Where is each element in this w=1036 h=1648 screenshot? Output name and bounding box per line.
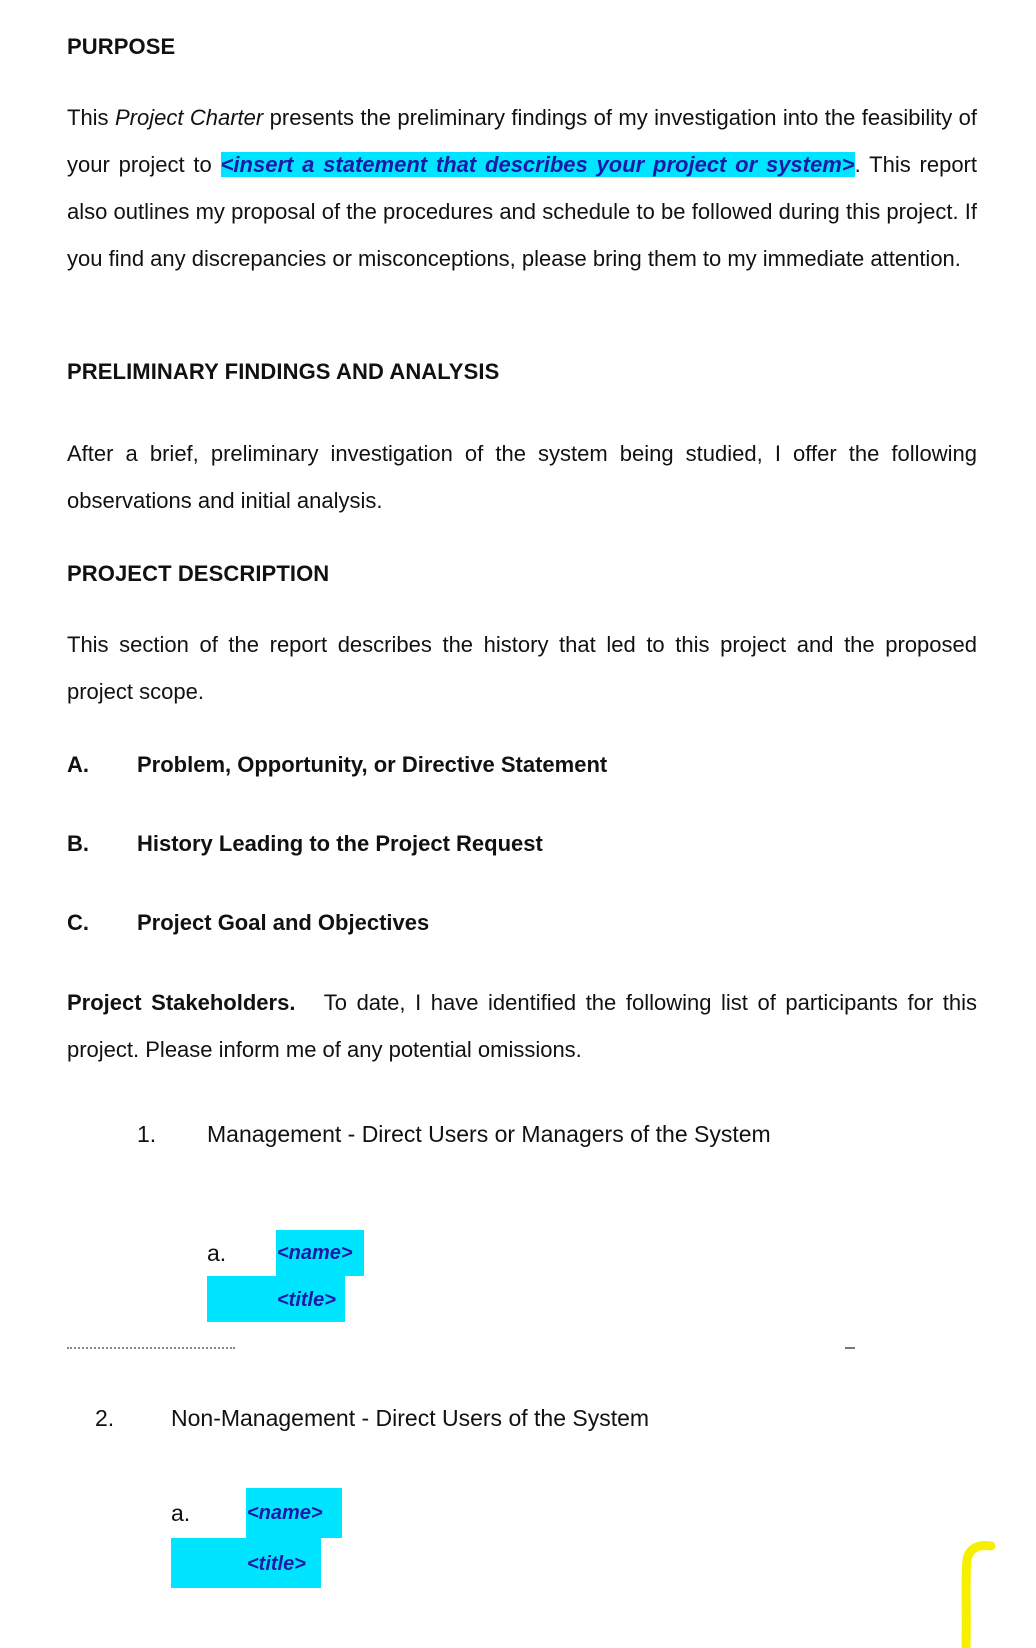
subsection-c-title: Project Goal and Objectives: [137, 910, 430, 935]
description-paragraph: This section of the report describes the history that led to this project and the proposed project scope.: [67, 632, 977, 704]
findings-heading: PRELIMINARY FINDINGS AND ANALYSIS: [67, 359, 500, 384]
stakeholder-group-2-number: 2.: [95, 1405, 115, 1431]
stakeholder-group-2-title: Non-Management - Direct Users of the System: [171, 1405, 650, 1431]
stakeholder-group-1-number: 1.: [137, 1121, 157, 1147]
subsection-b-letter: B.: [67, 831, 89, 856]
purpose-paragraph: This Project Charter presents the preliminary findings of my investigation into the feasibility of your project to <insert a statement that describes your project or system>. This report also outlines my proposal of the procedures and schedule to be followed during this project. If you find any discrepancies or misconceptions, please bring them to my immediate attention.: [67, 105, 977, 271]
subsection-a-letter: A.: [67, 752, 89, 777]
stakeholder-1a-letter: a.: [207, 1240, 227, 1266]
description-heading: PROJECT DESCRIPTION: [67, 561, 330, 586]
subsection-c-letter: C.: [67, 910, 89, 935]
stakeholder-group-1-title: Management - Direct Users or Managers of the System: [207, 1121, 771, 1147]
findings-paragraph: After a brief, preliminary investigation of the system being studied, I offer the following observations and initial analysis.: [67, 441, 977, 513]
marker-stroke-icon: [955, 1538, 1005, 1648]
stakeholder-1a-title: <title>: [277, 1289, 336, 1311]
subsection-b-title: History Leading to the Project Request: [137, 831, 543, 856]
project-statement-placeholder: <insert a statement that describes your project or system>: [220, 152, 855, 177]
page-break-mark: [67, 1347, 235, 1349]
stakeholders-paragraph: Project Stakeholders. To date, I have identified the following list of participants for this project. Please inform me of any potential omissions.: [67, 990, 977, 1062]
stakeholder-2a-title: <title>: [247, 1553, 306, 1575]
stakeholder-1a-name: <name>: [277, 1242, 353, 1264]
page-break-mark-right: [845, 1347, 855, 1349]
stakeholders-lead: Project Stakeholders.: [67, 990, 296, 1015]
stakeholder-2a-letter: a.: [171, 1500, 191, 1526]
subsection-a-title: Problem, Opportunity, or Directive Statement: [137, 752, 608, 777]
purpose-heading: PURPOSE: [67, 34, 176, 59]
stakeholder-2a-name: <name>: [247, 1502, 323, 1524]
